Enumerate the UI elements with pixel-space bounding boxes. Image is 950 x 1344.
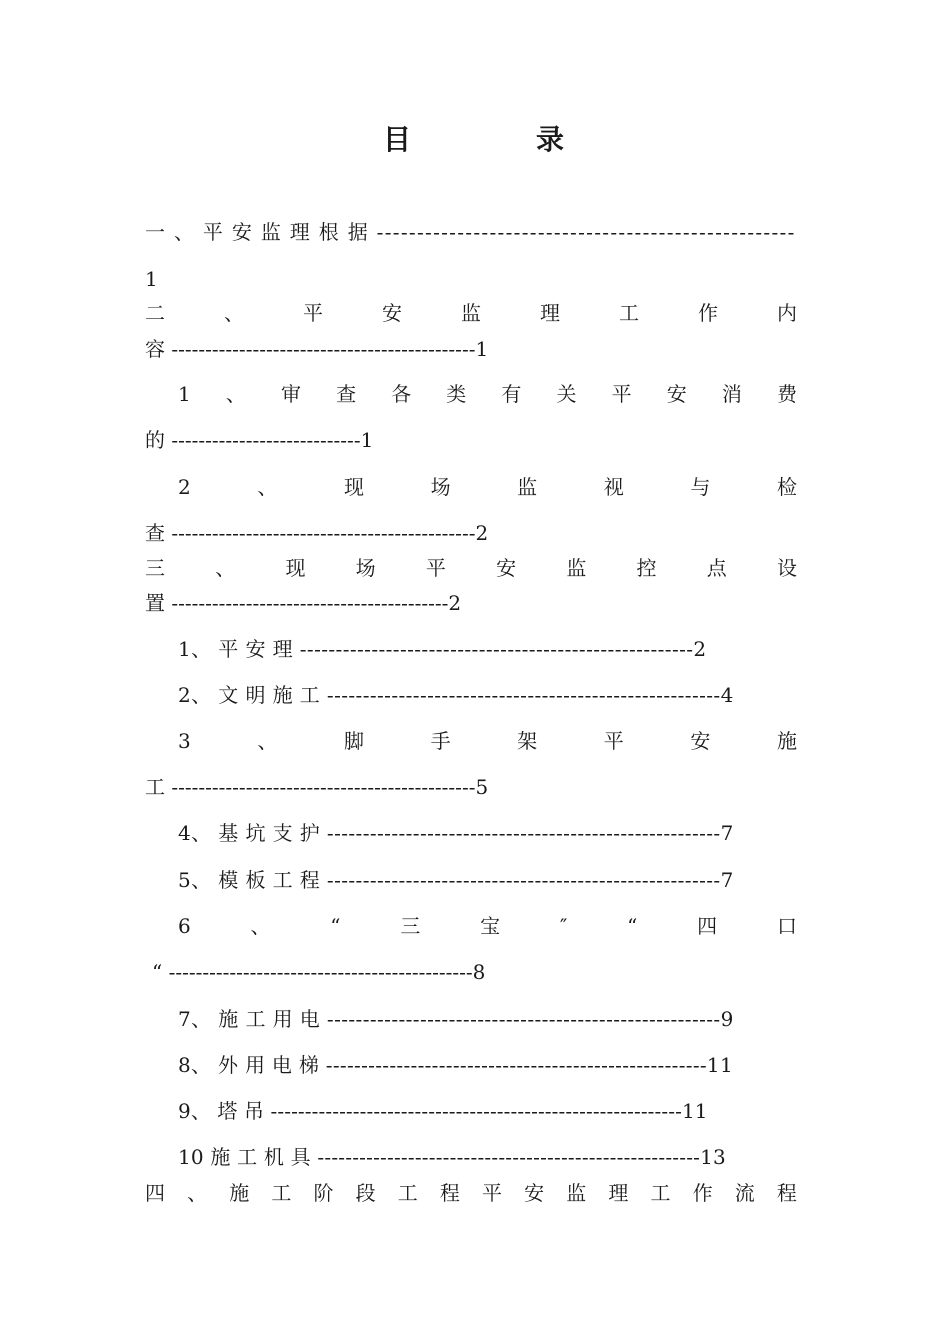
toc-char: 平 [425, 556, 446, 580]
toc-char: 、 [225, 382, 246, 406]
toc-char: 流 [734, 1181, 755, 1205]
toc-char: 作 [698, 301, 718, 325]
toc-entry-2-cont: 容 ---------------------------------------------1 [145, 337, 489, 361]
toc-char: 场 [430, 475, 451, 499]
toc-char: 工 [397, 1181, 418, 1205]
toc-char: 工 [650, 1181, 671, 1205]
toc-char: 程 [439, 1181, 460, 1205]
toc-entry-3-2: 2、 文 明 施 工 -------------------------------------------------------4 [178, 683, 734, 707]
title-char-2: 录 [536, 123, 565, 156]
toc-char: 、 [257, 475, 278, 499]
toc-entry-3-cont: 置 -----------------------------------------2 [145, 591, 462, 615]
toc-char: 各 [391, 382, 412, 406]
toc-char: 四 [697, 914, 718, 938]
toc-char: 口 [776, 914, 797, 938]
toc-char: 三 [145, 556, 165, 580]
toc-char: “ [330, 914, 341, 938]
toc-char: 6 [178, 914, 191, 938]
toc-entry-2-2-cont: 查 ---------------------------------------------2 [145, 521, 489, 545]
toc-char: 工 [271, 1181, 292, 1205]
toc-char: 安 [496, 556, 517, 580]
toc-char: 手 [430, 729, 451, 753]
toc-entry-2-1 [178, 379, 797, 409]
toc-char: 施 [229, 1181, 250, 1205]
toc-title [0, 118, 950, 162]
toc-char: 架 [517, 729, 538, 753]
toc-char: 脚 [343, 729, 364, 753]
toc-char: 平 [603, 729, 624, 753]
toc-entry-3-4: 4、 基 坑 支 护 -------------------------------------------------------7 [178, 821, 734, 845]
toc-entry-1: 一 、 平 安 监 理 根 据 ---------------------------------------------------- [145, 220, 796, 244]
toc-char: 现 [343, 475, 364, 499]
toc-char: 二 [145, 301, 165, 325]
toc-entry-3 [145, 553, 797, 583]
toc-entry-3-3 [178, 726, 797, 756]
toc-char: 安 [524, 1181, 545, 1205]
toc-char: 点 [706, 556, 727, 580]
toc-char: 施 [777, 729, 797, 753]
toc-char: 阶 [313, 1181, 334, 1205]
toc-char: 段 [355, 1181, 376, 1205]
toc-entry-2-2 [178, 472, 797, 502]
toc-char: ″ [559, 914, 568, 938]
toc-char: 费 [776, 382, 797, 406]
toc-char: 安 [666, 382, 687, 406]
toc-char: 监 [517, 475, 538, 499]
toc-entry-4 [145, 1178, 797, 1208]
toc-char: 控 [636, 556, 657, 580]
toc-char: 、 [257, 729, 278, 753]
toc-entry-3-9: 9、 塔 吊 ------------------------------------------------------------11 [178, 1099, 708, 1123]
toc-char: 审 [280, 382, 301, 406]
toc-char: 理 [540, 301, 560, 325]
toc-char: 宝 [480, 914, 501, 938]
toc-entry-3-5: 5、 模 板 工 程 -------------------------------------------------------7 [178, 868, 734, 892]
toc-char: 安 [382, 301, 402, 325]
toc-char: 工 [619, 301, 639, 325]
toc-char: 2 [178, 475, 191, 499]
toc-char: 监 [461, 301, 481, 325]
toc-char: 内 [777, 301, 797, 325]
toc-entry-3-3-cont: 工 ---------------------------------------------5 [145, 775, 489, 799]
toc-char: 四 [145, 1181, 165, 1205]
toc-entry-3-1: 1、 平 安 理 -------------------------------------------------------2 [178, 637, 707, 661]
toc-char: 三 [400, 914, 421, 938]
toc-char: 平 [611, 382, 632, 406]
toc-char: 平 [482, 1181, 502, 1205]
toc-entry-3-6-cont: “ ---------------------------------------------8 [152, 960, 486, 984]
toc-char: 1 [178, 382, 191, 406]
toc-char: 有 [501, 382, 522, 406]
toc-char: 检 [777, 475, 797, 499]
toc-char: 、 [187, 1181, 208, 1205]
toc-char: 与 [690, 475, 711, 499]
toc-entry-3-7: 7、 施 工 用 电 -------------------------------------------------------9 [178, 1007, 734, 1031]
toc-char: 3 [178, 729, 191, 753]
toc-char: 安 [690, 729, 711, 753]
toc-entry-3-8: 8、 外 用 电 梯 ------------------------------------------------------11 [178, 1053, 733, 1077]
toc-char: 监 [566, 1181, 587, 1205]
toc-char: 监 [566, 556, 587, 580]
toc-entry-3-6 [178, 911, 797, 941]
toc-char: 类 [446, 382, 467, 406]
toc-char: “ [627, 914, 638, 938]
toc-entry-1-page: 1 [145, 267, 158, 291]
toc-char: 、 [215, 556, 236, 580]
toc-char: 、 [250, 914, 271, 938]
toc-char: 理 [608, 1181, 629, 1205]
toc-char: 作 [692, 1181, 713, 1205]
toc-char: 平 [303, 301, 323, 325]
toc-char: 关 [556, 382, 577, 406]
toc-char: 消 [721, 382, 742, 406]
toc-entry-3-10: 10 施 工 机 具 -------------------------------------------------------13 [178, 1145, 726, 1169]
toc-char: 现 [285, 556, 306, 580]
toc-char: 场 [355, 556, 376, 580]
toc-char: 设 [776, 556, 797, 580]
toc-entry-2-1-cont: 的 ----------------------------1 [145, 428, 374, 452]
toc-char: 视 [603, 475, 624, 499]
title-char-1: 目 [383, 123, 412, 156]
toc-entry-2 [145, 298, 797, 328]
toc-char: 程 [776, 1181, 797, 1205]
toc-char: 查 [336, 382, 357, 406]
toc-char: 、 [224, 301, 244, 325]
